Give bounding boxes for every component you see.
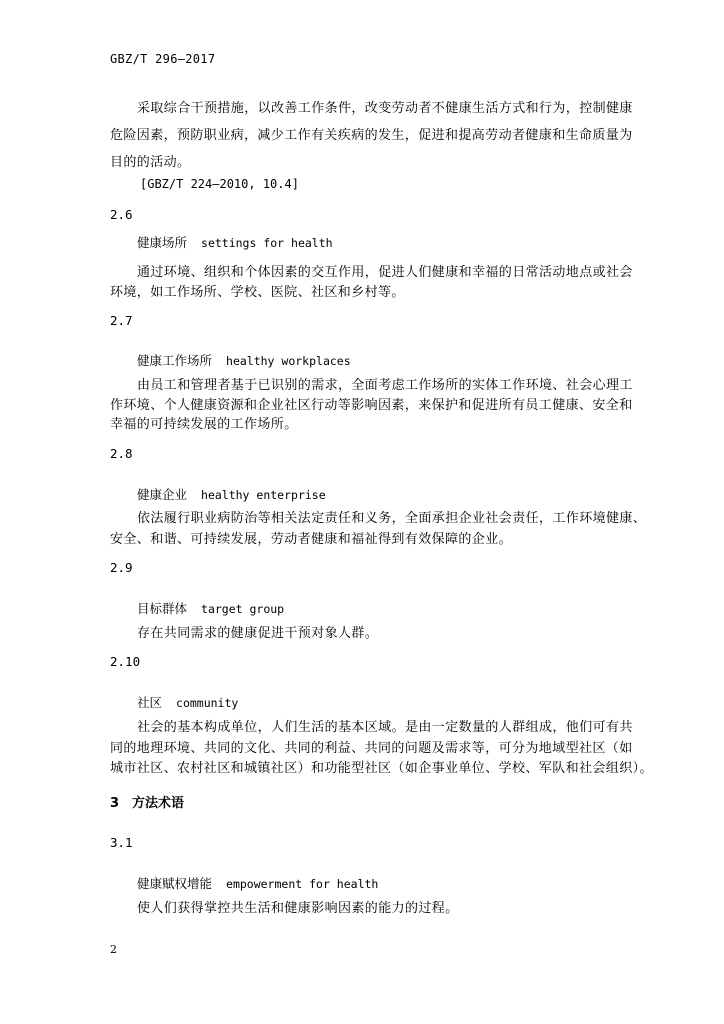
- term-2-7: [137, 351, 351, 369]
- section-3-heading: 3 方法术语: [110, 796, 185, 811]
- intro-line-3: 目的的活动。: [110, 155, 191, 170]
- term-zh: 健康赋权增能: [137, 876, 213, 891]
- term-en: target group: [201, 602, 285, 616]
- intro-line-2: 危险因素，预防职业病，减少工作有关疾病的发生，促进和提高劳动者健康和生命质量为: [110, 128, 633, 143]
- definition-2-10-line-3: 城市社区、农村社区和城镇社区）和功能型社区（如企事业单位、学校、军队和社会组织）。: [110, 761, 653, 776]
- term-zh: 健康场所: [137, 235, 188, 250]
- term-en: community: [176, 696, 239, 710]
- definition-2-6-line-2: 环境，如工作场所、学校、医院、社区和乡村等。: [110, 285, 405, 300]
- clause-number-3-1: 3.1: [110, 835, 133, 850]
- term-2-10: [137, 693, 238, 711]
- term-zh: 健康工作场所: [137, 353, 213, 368]
- definition-3-1-line-1: 使人们获得掌控共生活和健康影响因素的能力的过程。: [137, 901, 459, 916]
- term-en: empowerment for health: [226, 877, 379, 891]
- definition-2-7-line-1: 由员工和管理者基于已识别的需求，全面考虑工作场所的实体工作环境、社会心理工: [137, 378, 633, 393]
- term-zh: 健康企业: [137, 487, 188, 502]
- term-en: healthy workplaces: [226, 354, 351, 368]
- definition-2-9-line-1: 存在共同需求的健康促进干预对象人群。: [137, 626, 379, 641]
- intro-line-1: 采取综合干预措施，以改善工作条件，改变劳动者不健康生活方式和行为，控制健康: [137, 101, 633, 116]
- term-en: settings for health: [201, 236, 333, 250]
- definition-2-6-line-1: 通过环境、组织和个体因素的交互作用，促进人们健康和幸福的日常活动地点或社会: [137, 265, 633, 280]
- term-en: healthy enterprise: [201, 488, 326, 502]
- clause-number-2-10: 2.10: [110, 654, 141, 669]
- clause-number-2-9: 2.9: [110, 560, 133, 575]
- standard-number-header: GBZ/T 296—2017: [110, 52, 216, 66]
- definition-2-7-line-3: 幸福的可持续发展的工作场所。: [110, 417, 298, 432]
- term-zh: 目标群体: [137, 601, 188, 616]
- clause-number-2-8: 2.8: [110, 446, 133, 461]
- definition-2-8-line-1: 依法履行职业病防治等相关法定责任和义务，全面承担企业社会责任，工作环境健康、: [137, 511, 647, 526]
- definition-2-8-line-2: 安全、和谐、可持续发展，劳动者健康和福祉得到有效保障的企业。: [110, 532, 513, 547]
- clause-number-2-6: 2.6: [110, 207, 133, 222]
- term-2-6: [137, 233, 333, 251]
- term-2-9: [137, 599, 284, 617]
- clause-number-2-7: 2.7: [110, 313, 133, 328]
- term-zh: 社区: [137, 695, 163, 710]
- page-number: 2: [110, 943, 117, 956]
- definition-2-7-line-2: 作环境、个人健康资源和企业社区行动等影响因素，来保护和促进所有员工健康、安全和: [110, 398, 633, 413]
- reference-citation: [GBZ/T 224—2010, 10.4]: [140, 177, 299, 191]
- definition-2-10-line-2: 同的地理环境、共同的文化、共同的利益、共同的问题及需求等，可分为地域型社区（如: [110, 741, 633, 756]
- term-2-8: [137, 485, 326, 503]
- definition-2-10-line-1: 社会的基本构成单位，人们生活的基本区域。是由一定数量的人群组成，他们可有共: [137, 720, 633, 735]
- term-3-1: [137, 874, 378, 892]
